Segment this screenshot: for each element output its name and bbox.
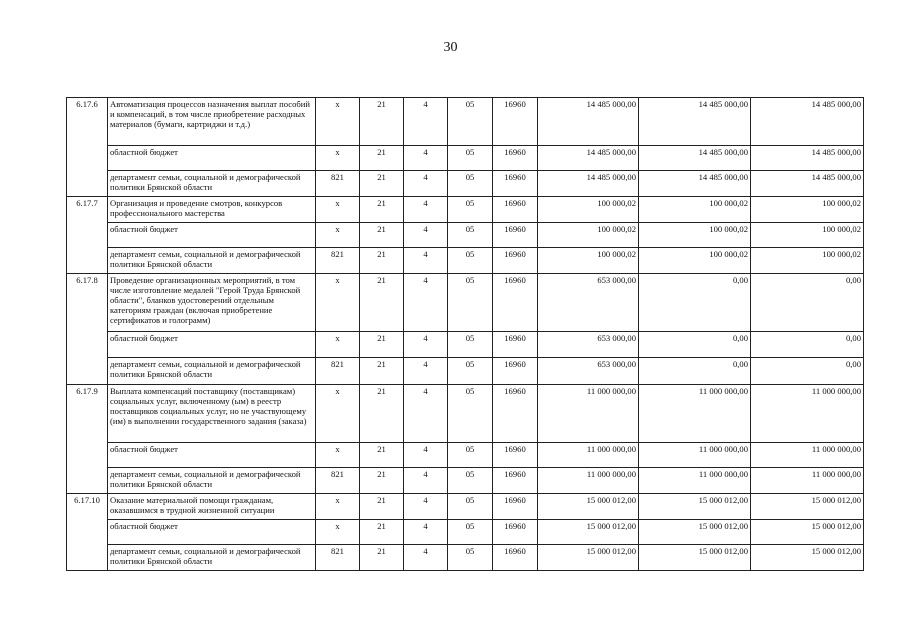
amount-year3: 15 000 012,00 xyxy=(751,494,864,520)
item-description: областной бюджет xyxy=(108,223,316,248)
amount-year2: 14 485 000,00 xyxy=(639,146,751,171)
amount-year2: 15 000 012,00 xyxy=(639,494,751,520)
amount-year2: 11 000 000,00 xyxy=(639,468,751,494)
item-description: департамент семьи, социальной и демографической политики Брянской области xyxy=(108,468,316,494)
code-direction: 16960 xyxy=(493,545,538,571)
code-admin: x xyxy=(316,443,360,468)
code-section: 05 xyxy=(448,248,493,274)
code-section: 05 xyxy=(448,274,493,332)
code-direction: 16960 xyxy=(493,332,538,358)
item-description: областной бюджет xyxy=(108,146,316,171)
amount-year1: 100 000,02 xyxy=(538,197,639,223)
code-section: 05 xyxy=(448,520,493,545)
code-section: 05 xyxy=(448,385,493,443)
code-admin: x xyxy=(316,274,360,332)
amount-year3: 14 485 000,00 xyxy=(751,171,864,197)
code-program: 21 xyxy=(360,223,404,248)
table-row-budget xyxy=(67,443,864,468)
code-section: 05 xyxy=(448,146,493,171)
amount-year1: 15 000 012,00 xyxy=(538,520,639,545)
item-description: Выплата компенсаций поставщику (поставщикам) социальных услуг, включенному (ым) в реестр поставщиков социальных услуг, но не участвующему (им) в выполнении государственного задания (заказа) xyxy=(108,385,316,443)
item-description: департамент семьи, социальной и демографической политики Брянской области xyxy=(108,545,316,571)
code-subprogram: 4 xyxy=(404,332,448,358)
code-direction: 16960 xyxy=(493,385,538,443)
code-program: 21 xyxy=(360,98,404,146)
table-row xyxy=(67,385,864,443)
amount-year3: 15 000 012,00 xyxy=(751,520,864,545)
table-row xyxy=(67,98,864,146)
code-subprogram: 4 xyxy=(404,248,448,274)
code-direction: 16960 xyxy=(493,358,538,385)
code-subprogram: 4 xyxy=(404,358,448,385)
code-program: 21 xyxy=(360,385,404,443)
amount-year3: 11 000 000,00 xyxy=(751,385,864,443)
amount-year1: 15 000 012,00 xyxy=(538,545,639,571)
code-section: 05 xyxy=(448,358,493,385)
code-admin: x xyxy=(316,494,360,520)
amount-year2: 14 485 000,00 xyxy=(639,98,751,146)
amount-year2: 0,00 xyxy=(639,332,751,358)
code-direction: 16960 xyxy=(493,223,538,248)
code-subprogram: 4 xyxy=(404,494,448,520)
code-program: 21 xyxy=(360,248,404,274)
table-row xyxy=(67,494,864,520)
code-program: 21 xyxy=(360,171,404,197)
code-subprogram: 4 xyxy=(404,223,448,248)
amount-year1: 100 000,02 xyxy=(538,248,639,274)
table-row-department xyxy=(67,468,864,494)
amount-year1: 11 000 000,00 xyxy=(538,385,639,443)
amount-year2: 11 000 000,00 xyxy=(639,443,751,468)
table-row xyxy=(67,274,864,332)
item-description: департамент семьи, социальной и демографической политики Брянской области xyxy=(108,248,316,274)
amount-year2: 0,00 xyxy=(639,358,751,385)
code-admin: x xyxy=(316,146,360,171)
code-section: 05 xyxy=(448,332,493,358)
code-subprogram: 4 xyxy=(404,385,448,443)
code-direction: 16960 xyxy=(493,98,538,146)
code-admin: x xyxy=(316,332,360,358)
code-subprogram: 4 xyxy=(404,468,448,494)
table-row-department xyxy=(67,358,864,385)
amount-year2: 100 000,02 xyxy=(639,197,751,223)
amount-year3: 100 000,02 xyxy=(751,197,864,223)
table-row-budget xyxy=(67,146,864,171)
code-section: 05 xyxy=(448,223,493,248)
code-subprogram: 4 xyxy=(404,520,448,545)
code-program: 21 xyxy=(360,274,404,332)
item-number: 6.17.9 xyxy=(67,385,108,494)
item-description: областной бюджет xyxy=(108,443,316,468)
code-section: 05 xyxy=(448,494,493,520)
amount-year1: 653 000,00 xyxy=(538,274,639,332)
code-admin: 821 xyxy=(316,468,360,494)
amount-year1: 11 000 000,00 xyxy=(538,468,639,494)
code-subprogram: 4 xyxy=(404,274,448,332)
code-admin: 821 xyxy=(316,545,360,571)
code-direction: 16960 xyxy=(493,274,538,332)
table-body xyxy=(67,98,864,571)
code-program: 21 xyxy=(360,358,404,385)
table-row-budget xyxy=(67,520,864,545)
code-program: 21 xyxy=(360,545,404,571)
code-program: 21 xyxy=(360,332,404,358)
code-direction: 16960 xyxy=(493,494,538,520)
code-admin: 821 xyxy=(316,171,360,197)
code-subprogram: 4 xyxy=(404,545,448,571)
code-admin: 821 xyxy=(316,358,360,385)
item-number: 6.17.8 xyxy=(67,274,108,385)
code-program: 21 xyxy=(360,146,404,171)
amount-year1: 15 000 012,00 xyxy=(538,494,639,520)
code-section: 05 xyxy=(448,468,493,494)
amount-year1: 14 485 000,00 xyxy=(538,146,639,171)
amount-year2: 15 000 012,00 xyxy=(639,520,751,545)
amount-year1: 11 000 000,00 xyxy=(538,443,639,468)
table-row-department xyxy=(67,171,864,197)
amount-year3: 11 000 000,00 xyxy=(751,468,864,494)
amount-year1: 14 485 000,00 xyxy=(538,171,639,197)
amount-year1: 653 000,00 xyxy=(538,332,639,358)
item-description: Автоматизация процессов назначения выплат пособий и компенсаций, в том числе приобретение расходных материалов (бумаги, картриджи и т.д.) xyxy=(108,98,316,146)
code-section: 05 xyxy=(448,98,493,146)
code-program: 21 xyxy=(360,468,404,494)
item-description: департамент семьи, социальной и демографической политики Брянской области xyxy=(108,358,316,385)
code-section: 05 xyxy=(448,443,493,468)
amount-year2: 14 485 000,00 xyxy=(639,171,751,197)
amount-year3: 14 485 000,00 xyxy=(751,98,864,146)
code-subprogram: 4 xyxy=(404,197,448,223)
code-program: 21 xyxy=(360,494,404,520)
code-program: 21 xyxy=(360,443,404,468)
amount-year2: 15 000 012,00 xyxy=(639,545,751,571)
amount-year1: 100 000,02 xyxy=(538,223,639,248)
code-program: 21 xyxy=(360,197,404,223)
table-row-budget xyxy=(67,332,864,358)
amount-year3: 0,00 xyxy=(751,274,864,332)
item-description: Оказание материальной помощи гражданам, оказавшимся в трудной жизненной ситуации xyxy=(108,494,316,520)
code-admin: 821 xyxy=(316,248,360,274)
code-admin: x xyxy=(316,197,360,223)
table-row xyxy=(67,197,864,223)
code-admin: x xyxy=(316,98,360,146)
code-section: 05 xyxy=(448,197,493,223)
item-description: областной бюджет xyxy=(108,332,316,358)
code-subprogram: 4 xyxy=(404,443,448,468)
amount-year2: 100 000,02 xyxy=(639,223,751,248)
code-admin: x xyxy=(316,223,360,248)
code-direction: 16960 xyxy=(493,146,538,171)
item-number: 6.17.6 xyxy=(67,98,108,197)
item-description: областной бюджет xyxy=(108,520,316,545)
code-program: 21 xyxy=(360,520,404,545)
item-description: Проведение организационных мероприятий, в том числе изготовление медалей "Герой Труда Брянской области", бланков удостоверений отдельным категориям граждан (включая приобретение сертификатов и голограмм) xyxy=(108,274,316,332)
amount-year3: 11 000 000,00 xyxy=(751,443,864,468)
code-section: 05 xyxy=(448,171,493,197)
table-row-department xyxy=(67,248,864,274)
page-number: 30 xyxy=(443,40,458,55)
table-row-department xyxy=(67,545,864,571)
code-admin: x xyxy=(316,520,360,545)
code-section: 05 xyxy=(448,545,493,571)
budget-table xyxy=(66,97,864,571)
code-subprogram: 4 xyxy=(404,98,448,146)
item-number: 6.17.10 xyxy=(67,494,108,571)
amount-year2: 0,00 xyxy=(639,274,751,332)
amount-year3: 100 000,02 xyxy=(751,248,864,274)
amount-year2: 100 000,02 xyxy=(639,248,751,274)
amount-year3: 0,00 xyxy=(751,358,864,385)
amount-year2: 11 000 000,00 xyxy=(639,385,751,443)
code-subprogram: 4 xyxy=(404,146,448,171)
amount-year3: 15 000 012,00 xyxy=(751,545,864,571)
code-direction: 16960 xyxy=(493,520,538,545)
code-direction: 16960 xyxy=(493,468,538,494)
amount-year3: 100 000,02 xyxy=(751,223,864,248)
amount-year3: 0,00 xyxy=(751,332,864,358)
amount-year1: 14 485 000,00 xyxy=(538,98,639,146)
amount-year1: 653 000,00 xyxy=(538,358,639,385)
code-direction: 16960 xyxy=(493,443,538,468)
code-direction: 16960 xyxy=(493,248,538,274)
code-admin: x xyxy=(316,385,360,443)
code-direction: 16960 xyxy=(493,171,538,197)
amount-year3: 14 485 000,00 xyxy=(751,146,864,171)
code-subprogram: 4 xyxy=(404,171,448,197)
item-description: департамент семьи, социальной и демографической политики Брянской области xyxy=(108,171,316,197)
item-description: Организация и проведение смотров, конкурсов профессионального мастерства xyxy=(108,197,316,223)
code-direction: 16960 xyxy=(493,197,538,223)
item-number: 6.17.7 xyxy=(67,197,108,274)
table-row-budget xyxy=(67,223,864,248)
